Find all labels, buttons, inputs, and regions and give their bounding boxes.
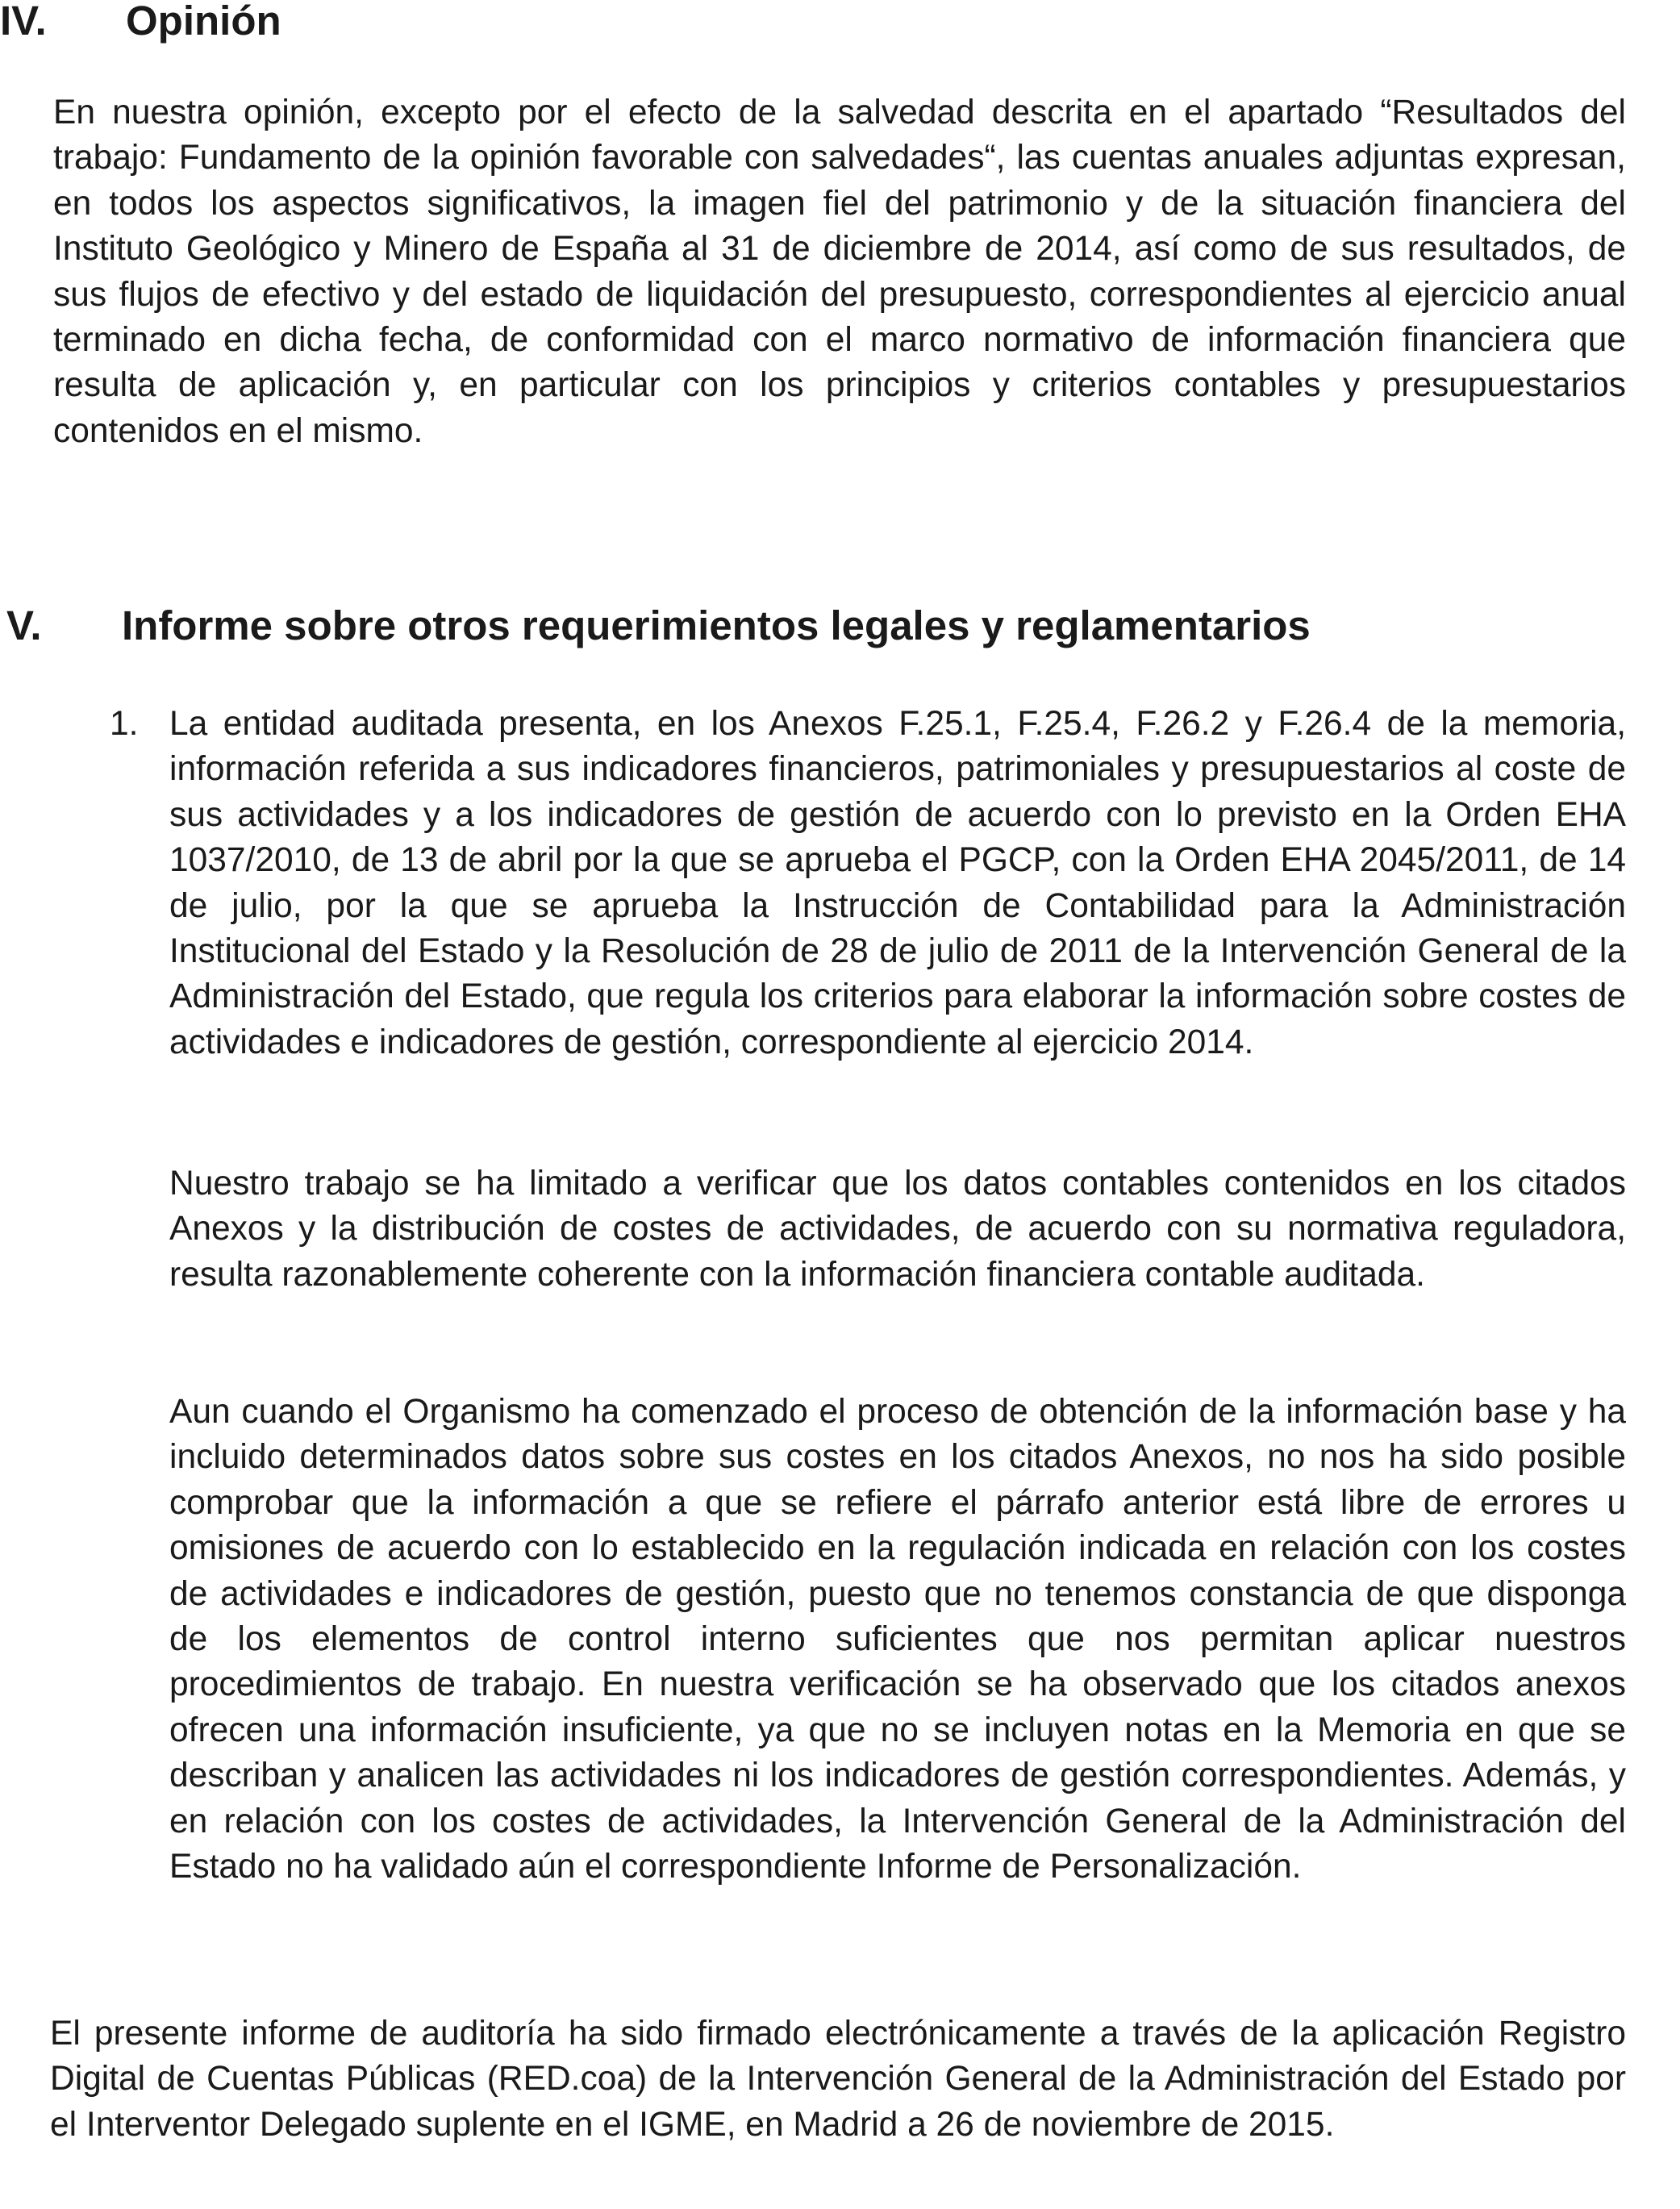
list-item-paragraph: Aun cuando el Organismo ha comenzado el proceso de obtención de la información base y ha incluido determinados datos sobre sus costes en los citados Anexos, no nos ha sido posible comprobar que la información a que se refiere el párrafo anterior está libre de errores u omisiones de acuerdo con lo establecido en la regulación indicada en relación con los costes de actividades e indicadores de gestión, puesto que no tenemos constancia de que disponga de los elementos de control interno suficientes que nos permitan aplicar nuestros procedimientos de trabajo. En nuestra verificación se ha observado que los citados anexos ofrecen una información insuficiente, ya que no se incluyen notas en la Memoria en que se describan y analicen las actividades ni los indicadores de gestión correspondientes. Además, y en relación con los costes de actividades, la Intervención General de la Administración del Estado no ha validado aún el correspondiente Informe de Personalización. <box>169 1393 1626 1886</box>
section-number: V. <box>6 602 42 648</box>
opinion-paragraph: En nuestra opinión, excepto por el efecto de la salvedad descrita en el apartado “Resultados del trabajo: Fundamento de la opinión favorable con salvedades“, las cuentas anuales adjuntas expresan, en todos los aspectos significativos, la imagen fiel del patrimonio y de la situación financiera del Instituto Geológico y Minero de España al 31 de diciembre de 2014, así como de sus resultados, de sus flujos de efectivo y del estado de liquidación del presupuesto, correspondientes al ejercicio anual terminado en dicha fecha, de conformidad con el marco normativo de información financiera que resulta de aplicación y, en particular con los principios y criterios contables y presupuestarios contenidos en el mismo. <box>53 94 1626 450</box>
section-heading-legal <box>6 602 1680 650</box>
section-title: Informe sobre otros requerimientos legales y reglamentarios <box>122 602 1311 648</box>
section-title: Opinión <box>126 0 281 44</box>
list-item-paragraph: Nuestro trabajo se ha limitado a verificar que los datos contables contenidos en los citados Anexos y la distribución de costes de actividades, de acuerdo con su normativa reguladora, resulta razonablemente coherente con la información financiera contable auditada. <box>169 1165 1626 1294</box>
list-item-paragraph: La entidad auditada presenta, en los Anexos F.25.1, F.25.4, F.26.2 y F.26.4 de la memoria, información referida a sus indicadores financieros, patrimoniales y presupuestarios al coste de sus actividades y a los indicadores de gestión de acuerdo con lo previsto en la Orden EHA 1037/2010, de 13 de abril por la que se aprueba el PGCP, con la Orden EHA 2045/2011, de 14 de julio, por la que se aprueba la Instrucción de Contabilidad para la Administración Institucional del Estado y la Resolución de 28 de julio de 2011 de la Intervención General de la Administración del Estado, que regula los criterios para elaborar la información sobre costes de actividades e indicadores de gestión, correspondiente al ejercicio 2014. <box>169 705 1626 1061</box>
closing-paragraph: El presente informe de auditoría ha sido firmado electrónicamente a través de la aplicación Registro Digital de Cuentas Públicas (RED.coa) de la Intervención General de la Administración del Estado por el Interventor Delegado suplente en el IGME, en Madrid a 26 de noviembre de 2015. <box>50 2015 1626 2144</box>
section-number: IV. <box>0 0 47 44</box>
section-heading-opinion <box>0 0 1680 45</box>
list-item-marker: 1. <box>110 705 139 743</box>
